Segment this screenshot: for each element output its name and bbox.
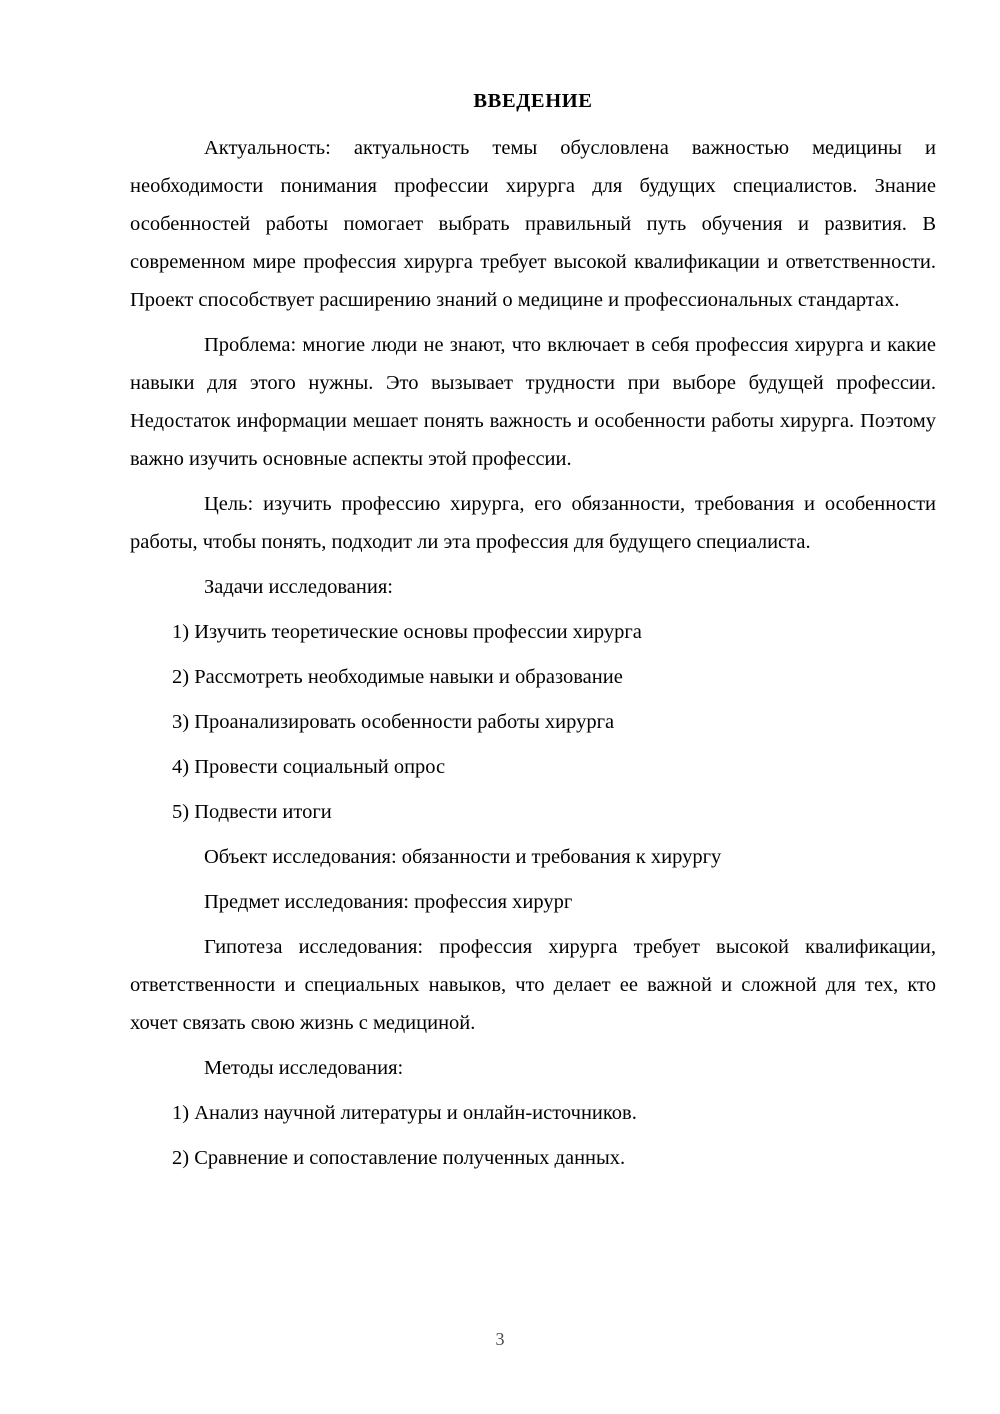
list-item: 4) Провести социальный опрос	[172, 755, 446, 778]
page-title: ВВЕДЕНИЕ	[473, 90, 593, 112]
paragraph-problem: Проблема: многие люди не знают, что включает в себя профессия хирурга и какие навыки для этого нужны. Это вызывает трудности при выборе будущей профессии. Недостаток информации мешает понять важность и особенности работы хирурга. Поэтому важно изучить основные аспекты этой профессии.	[130, 333, 936, 470]
paragraph-hypothesis: Гипотеза исследования: профессия хирурга требует высокой квалификации, ответственности и специальных навыков, что делает ее важной и сложной для тех, кто хочет связать свою жизнь с медициной.	[130, 935, 936, 1034]
list-item: 2) Рассмотреть необходимые навыки и образование	[172, 665, 623, 688]
page-number: 3	[495, 1329, 505, 1349]
list-item: 3) Проанализировать особенности работы хирурга	[172, 710, 615, 733]
paragraph-goal: Цель: изучить профессию хирурга, его обязанности, требования и особенности работы, чтобы понять, подходит ли эта профессия для будущего специалиста.	[130, 492, 936, 553]
list-item: 1) Изучить теоретические основы профессии хирурга	[172, 620, 642, 643]
methods-list	[130, 1094, 936, 1177]
methods-label: Методы исследования:	[204, 1056, 404, 1079]
tasks-label: Задачи исследования:	[204, 575, 393, 598]
tasks-list	[130, 613, 936, 831]
paragraph-relevance: Актуальность: актуальность темы обусловлена важностью медицины и необходимости понимания профессии хирурга для будущих специалистов. Знание особенностей работы помогает выбрать правильный путь обучения и развития. В современном мире профессия хирурга требует высокой квалификации и ответственности. Проект способствует расширению знаний о медицине и профессиональных стандартах.	[130, 136, 936, 311]
subject-of-research-line: Предмет исследования: профессия хирург	[204, 890, 573, 913]
list-item: 5) Подвести итоги	[172, 800, 332, 823]
list-item: 1) Анализ научной литературы и онлайн-источников.	[172, 1101, 637, 1124]
list-item: 2) Сравнение и сопоставление полученных данных.	[172, 1146, 626, 1169]
object-of-research-line: Объект исследования: обязанности и требования к хирургу	[204, 845, 722, 868]
page-content	[130, 86, 936, 1184]
